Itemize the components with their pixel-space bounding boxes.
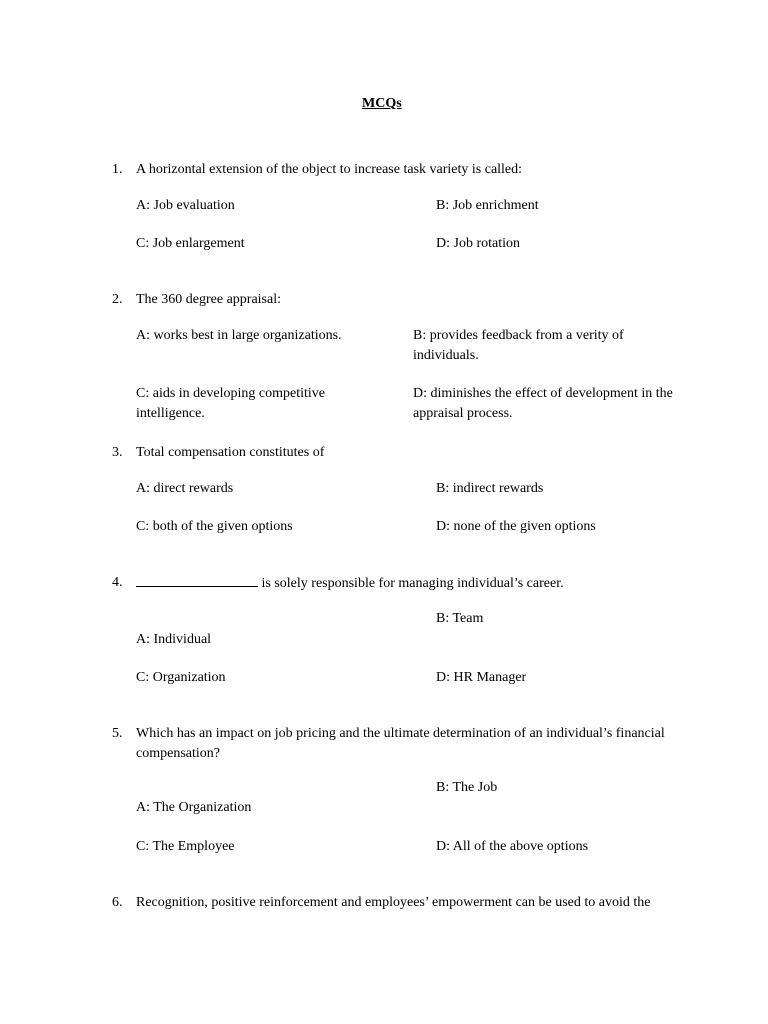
page-title: MCQs [362,96,402,111]
question-2-option-d: D: diminishes the effect of development in the appraisal process. [413,386,673,421]
question-2-option-b: B: provides feedback from a verity of individuals. [413,328,624,363]
answer-blank [136,573,258,587]
question-3-option-d: D: none of the given options [436,519,596,534]
question-4-stem [136,573,564,594]
question-5-option-d: D: All of the above options [436,839,589,854]
question-1-option-a: A: Job evaluation [136,198,235,213]
question-1-option-d: D: Job rotation [436,236,520,251]
question-1-text: A horizontal extension of the object to increase task variety is called: [136,162,523,177]
question-4-option-c: C: Organization [136,670,226,685]
question-2-option-c: C: aids in developing competitive intelligence. [136,386,325,421]
question-5-option-c: C: The Employee [136,839,235,854]
question-6-text: Recognition, positive reinforcement and employees’ empowerment can be used to avoid the [136,895,651,910]
question-5-option-b: B: The Job [436,780,498,795]
question-4-option-b: B: Team [436,611,484,626]
question-3-number: 3. [112,445,123,460]
question-3-option-c: C: both of the given options [136,519,293,534]
question-4-text: is solely responsible for managing individual’s career. [258,576,564,591]
question-2-option-a: A: works best in large organizations. [136,328,342,343]
question-3-text: Total compensation constitutes of [136,445,325,460]
question-4-option-d: D: HR Manager [436,670,527,685]
question-4-option-a: A: Individual [136,632,212,647]
question-5-option-a: A: The Organization [136,800,252,815]
question-1-option-b: B: Job enrichment [436,198,539,213]
question-2-text: The 360 degree appraisal: [136,292,281,307]
question-3-option-b: B: indirect rewards [436,481,544,496]
question-5-number: 5. [112,726,123,741]
question-3-option-a: A: direct rewards [136,481,234,496]
question-1-option-c: C: Job enlargement [136,236,245,251]
question-4-number: 4. [112,575,123,590]
question-5-text: Which has an impact on job pricing and the ultimate determination of an individual’s financial compensation? [136,726,665,761]
question-6-number: 6. [112,895,123,910]
question-1-number: 1. [112,162,123,177]
question-2-number: 2. [112,292,123,307]
